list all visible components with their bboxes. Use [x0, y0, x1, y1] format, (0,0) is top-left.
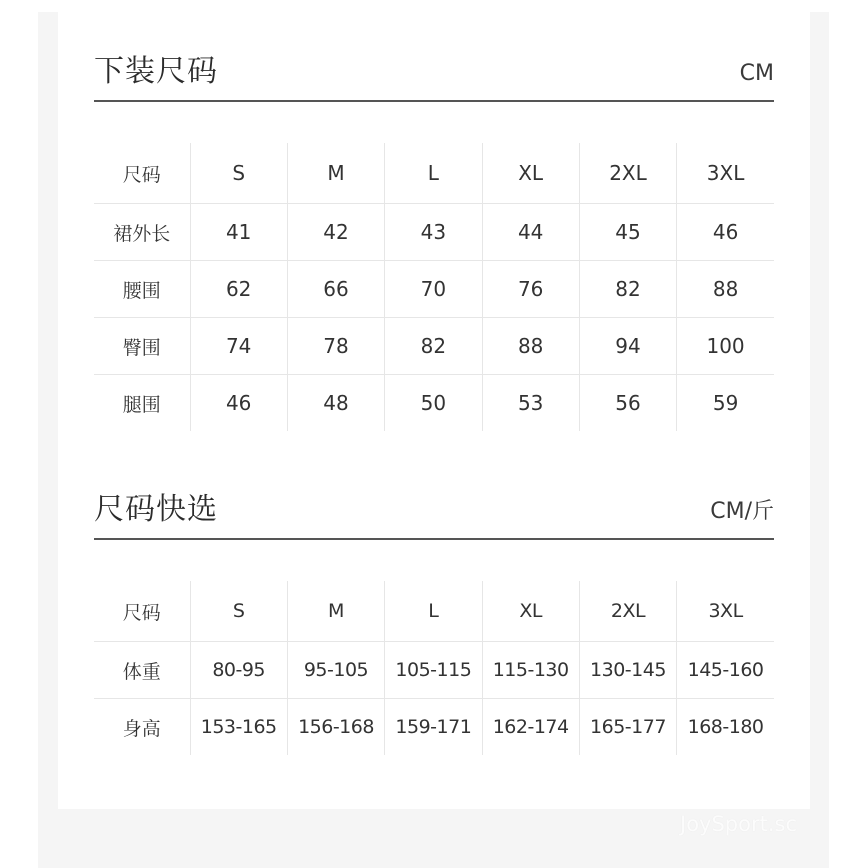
table-cell: 59 [677, 375, 774, 432]
row-label: 腿围 [94, 375, 190, 432]
page-margin-right [829, 0, 868, 868]
size-column-header: M [287, 581, 384, 642]
table-cell: 94 [579, 318, 676, 375]
size-header-label: 尺码 [122, 601, 161, 624]
table-row [94, 261, 774, 318]
size-column-header: S [190, 143, 287, 204]
row-label: 臀围 [94, 318, 190, 375]
table-cell: 130-145 [579, 642, 676, 699]
table-cell: 168-180 [677, 699, 774, 756]
size-column-header: 3XL [677, 581, 774, 642]
table-cell: 82 [385, 318, 482, 375]
quick-select-section-title: 尺码快选 [94, 492, 218, 527]
table-cell: 80-95 [190, 642, 287, 699]
row-label: 裙外长 [94, 204, 190, 261]
size-column-header: L [385, 581, 482, 642]
bottoms-section-header [94, 48, 774, 102]
table-row [94, 642, 774, 699]
bottoms-unit-label: CM [739, 61, 774, 86]
table-header-row [94, 581, 774, 642]
size-header-label: 尺码 [122, 163, 161, 186]
table-cell: 88 [482, 318, 579, 375]
quick-select-size-table [94, 581, 774, 755]
table-cell: 50 [385, 375, 482, 432]
size-column-header: L [385, 143, 482, 204]
size-column-header: 3XL [677, 143, 774, 204]
table-cell: 100 [677, 318, 774, 375]
bottoms-section-title: 下装尺码 [94, 54, 218, 89]
table-cell: 45 [579, 204, 676, 261]
size-column-header: 2XL [579, 581, 676, 642]
bottoms-size-table [94, 143, 774, 431]
table-cell: 62 [190, 261, 287, 318]
quick-select-unit-label: CM/斤 [710, 499, 774, 524]
table-cell: 46 [677, 204, 774, 261]
table-cell: 159-171 [385, 699, 482, 756]
quick-select-section-header [94, 486, 774, 540]
table-cell: 42 [287, 204, 384, 261]
size-column-header: 2XL [579, 143, 676, 204]
size-column-header: XL [482, 143, 579, 204]
watermark-text: JoySport.sc [680, 812, 798, 836]
table-cell: 66 [287, 261, 384, 318]
table-cell: 82 [579, 261, 676, 318]
table-cell: 88 [677, 261, 774, 318]
table-cell: 46 [190, 375, 287, 432]
row-label: 身高 [94, 699, 190, 756]
table-cell: 156-168 [287, 699, 384, 756]
size-column-header: S [190, 581, 287, 642]
page-margin-left [0, 0, 38, 868]
table-cell: 145-160 [677, 642, 774, 699]
row-label: 腰围 [94, 261, 190, 318]
table-cell: 105-115 [385, 642, 482, 699]
table-cell: 41 [190, 204, 287, 261]
table-cell: 56 [579, 375, 676, 432]
size-column-header: M [287, 143, 384, 204]
table-cell: 74 [190, 318, 287, 375]
table-cell: 165-177 [579, 699, 676, 756]
page-margin-top [0, 0, 868, 12]
table-cell: 44 [482, 204, 579, 261]
table-row [94, 204, 774, 261]
table-cell: 48 [287, 375, 384, 432]
table-header-row [94, 143, 774, 204]
table-row [94, 375, 774, 432]
table-cell: 153-165 [190, 699, 287, 756]
table-cell: 70 [385, 261, 482, 318]
table-row [94, 699, 774, 756]
table-cell: 78 [287, 318, 384, 375]
table-cell: 53 [482, 375, 579, 432]
table-cell: 115-130 [482, 642, 579, 699]
table-cell: 162-174 [482, 699, 579, 756]
table-cell: 43 [385, 204, 482, 261]
table-cell: 95-105 [287, 642, 384, 699]
table-row [94, 318, 774, 375]
size-column-header: XL [482, 581, 579, 642]
table-cell: 76 [482, 261, 579, 318]
row-label: 体重 [94, 642, 190, 699]
